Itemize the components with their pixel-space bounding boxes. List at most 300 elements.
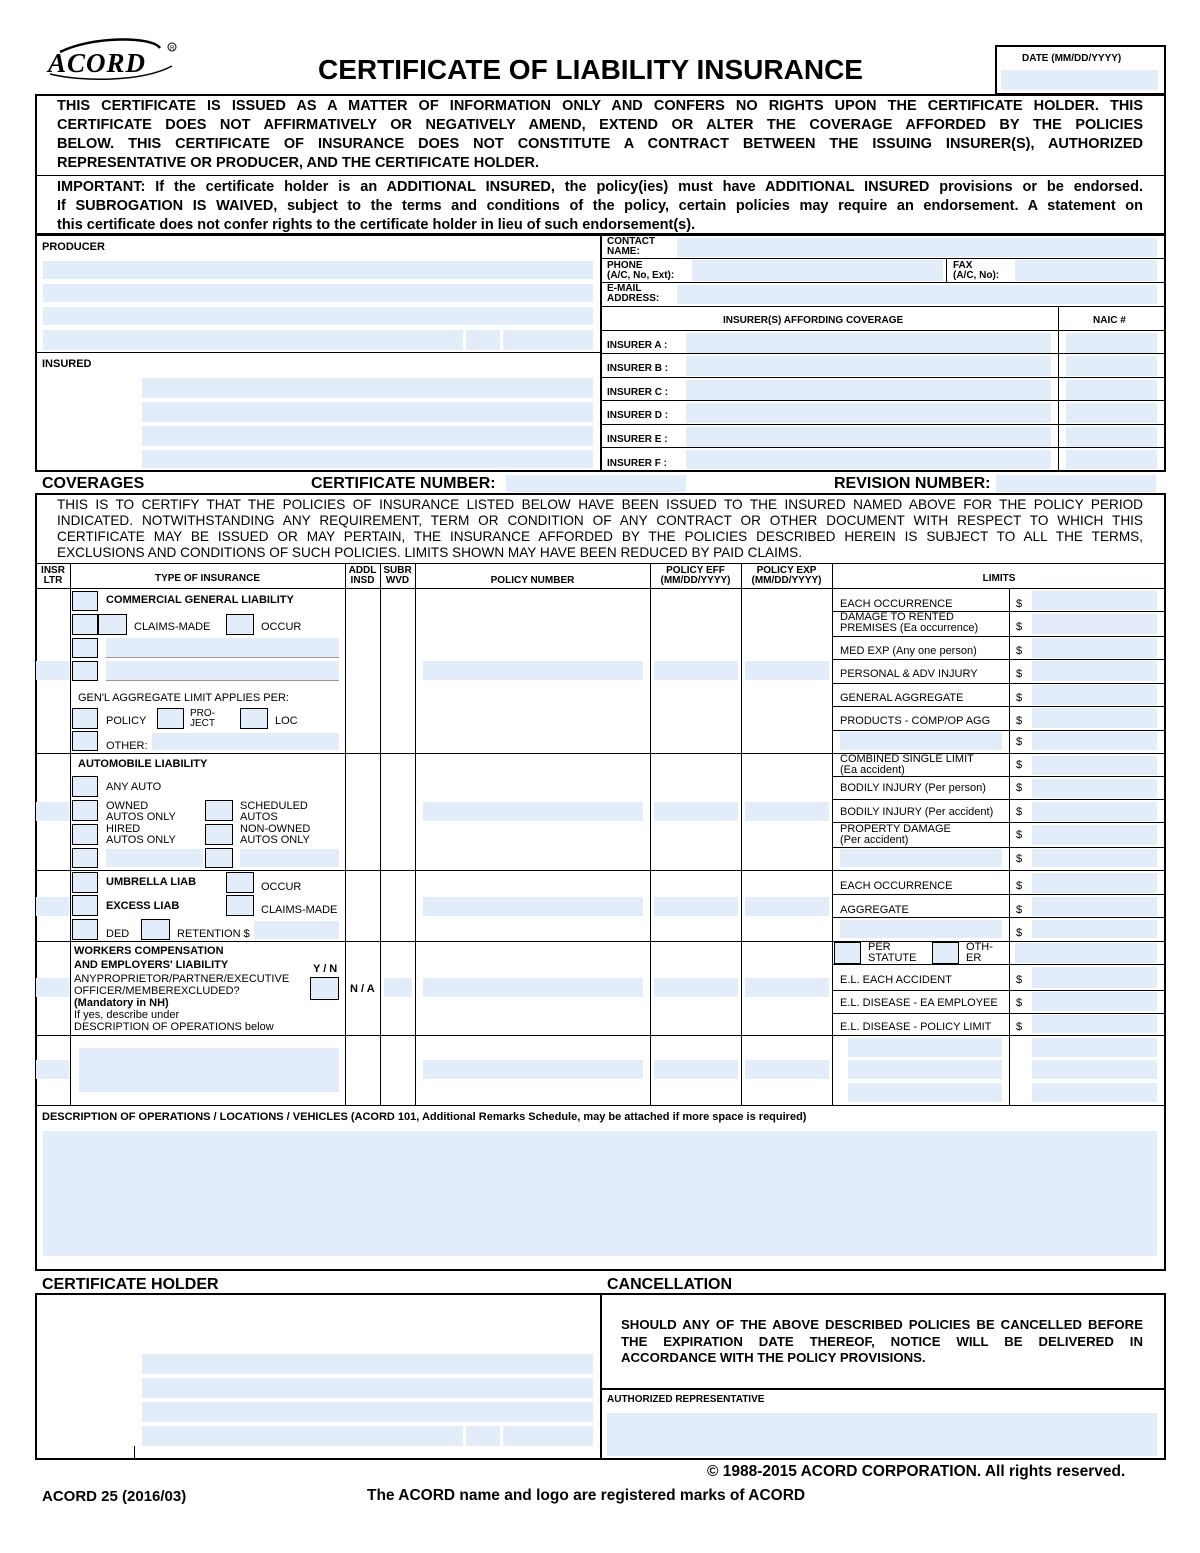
insurer-c-name[interactable] (686, 380, 1051, 400)
other-limit-label[interactable] (848, 1038, 1002, 1057)
workers-line: WORKERS COMPENSATION (74, 945, 224, 957)
col-type (345, 563, 346, 1105)
limit-row-line (832, 822, 1166, 823)
producer-state[interactable] (466, 330, 500, 350)
insurer-d-name[interactable] (686, 403, 1051, 423)
other-policy-exp[interactable] (745, 1060, 829, 1079)
insurer-divider (600, 353, 1166, 354)
limit-umbrella-each-occurrence: EACH OCCURRENCE (840, 880, 953, 892)
svg-text:R: R (170, 46, 175, 52)
umbrella-insr-ltr[interactable] (36, 897, 69, 916)
cgl-extra-checkbox-2[interactable] (72, 661, 98, 681)
auto-policy-eff[interactable] (654, 802, 738, 821)
important-line: this certificate does not confer rights to the certificate holder in lieu of such endorsement(s). (57, 217, 696, 233)
workers-insr-ltr[interactable] (36, 978, 69, 997)
limit-property-damage (840, 824, 951, 846)
insurer-divider (600, 377, 1166, 378)
dollar-sign: $ (1016, 880, 1023, 892)
description-label: DESCRIPTION OF OPERATIONS / LOCATIONS / VEHICLES (ACORD 101, Additional Remarks Schedule, may be attached if more space is required) (42, 1111, 807, 1123)
limit-row-line (832, 964, 1166, 965)
limit-text: COMBINED SINGLE LIMIT (840, 753, 974, 765)
dollar-sign: $ (1016, 621, 1023, 633)
limit-value[interactable] (1032, 614, 1157, 634)
umbrella-policy-number[interactable] (423, 897, 643, 916)
insurer-b-naic[interactable] (1066, 356, 1157, 376)
cgl-policy-eff[interactable] (654, 661, 738, 680)
coverages-label: COVERAGES (42, 475, 145, 492)
contact-divider-3 (600, 306, 1166, 307)
policy-checkbox[interactable] (72, 708, 98, 729)
dollar-sign: $ (1016, 974, 1023, 986)
limit-general-aggregate: GENERAL AGGREGATE (840, 692, 964, 704)
limit-value[interactable] (1032, 897, 1157, 916)
insurer-c-label: INSURER C : (607, 387, 669, 398)
holder-cancel-divider (600, 1293, 602, 1460)
holder-zip[interactable] (503, 1426, 593, 1446)
limit-row-line (832, 683, 1166, 684)
statute-line: STATUTE (868, 952, 917, 964)
cgl-checkbox[interactable] (72, 591, 98, 611)
other-limit-label[interactable] (848, 1083, 1002, 1102)
limit-row-line (832, 730, 1166, 731)
holder-state[interactable] (466, 1426, 500, 1446)
insurer-e-label: INSURER E : (607, 434, 668, 445)
contact-name-field[interactable] (677, 238, 1157, 257)
limit-text: PREMISES (Ea occurrence) (840, 622, 979, 634)
workers-line: OFFICER/MEMBEREXCLUDED? (74, 985, 240, 997)
auto-title: AUTOMOBILE LIABILITY (78, 758, 208, 770)
section-divider (35, 941, 1166, 942)
limit-row-line (832, 611, 1166, 612)
producer-line-2[interactable] (43, 284, 593, 302)
cancellation-line: ACCORDANCE WITH THE POLICY PROVISIONS. (621, 1350, 926, 1365)
umbrella-occur-checkbox[interactable] (226, 872, 254, 893)
retention-field[interactable] (254, 921, 339, 939)
scheduled-autos-label (240, 801, 308, 823)
contact-label-line: CONTACT (607, 236, 656, 247)
statute-line: PER (868, 941, 891, 953)
phone-label-line: PHONE (607, 260, 643, 271)
cgl-extra-line-2[interactable] (106, 661, 339, 681)
hdr-text: WVD (385, 575, 410, 586)
auth-rep-divider (600, 1388, 1166, 1390)
limit-personal-adv: PERSONAL & ADV INJURY (840, 668, 978, 680)
workers-line: DESCRIPTION OF OPERATIONS below (74, 1021, 274, 1033)
project-label-line: JECT (190, 718, 215, 729)
insurers-heading: INSURER(S) AFFORDING COVERAGE (723, 315, 904, 326)
auto-extra-field-1[interactable] (106, 849, 203, 867)
auto-label-line: SCHEDULED (240, 800, 308, 812)
producer-line-3[interactable] (43, 307, 593, 325)
limit-value[interactable] (1032, 591, 1157, 610)
table-header-top (35, 563, 1166, 564)
email-field[interactable] (677, 285, 1157, 304)
limit-bodily-injury-person: BODILY INJURY (Per person) (840, 782, 986, 794)
limit-combined-single (840, 754, 974, 776)
cancellation-line: SHOULD ANY OF THE ABOVE DESCRIBED POLICIES BE CANCELLED BEFORE (621, 1317, 1143, 1332)
auth-rep-label: AUTHORIZED REPRESENTATIVE (607, 1394, 765, 1405)
dollar-sign: $ (1016, 997, 1023, 1009)
copyright: © 1988-2015 ACORD CORPORATION. All rights reserved. (707, 1463, 1126, 1480)
cgl-extra-checkbox-1[interactable] (72, 638, 98, 658)
workers-line: AND EMPLOYERS' LIABILITY (74, 959, 229, 971)
umbrella-occur-label: OCCUR (261, 881, 302, 893)
gen-agg-applies-label: GEN'L AGGREGATE LIMIT APPLIES PER: (78, 692, 289, 704)
hdr-text: INSR (41, 565, 65, 576)
addl-na-label: N / A (350, 983, 375, 995)
notice-line: REPRESENTATIVE OR PRODUCER, AND THE CERTIFICATE HOLDER. (57, 155, 540, 171)
owned-autos-checkbox[interactable] (72, 800, 98, 821)
limit-auto-other-label[interactable] (840, 849, 1002, 867)
excess-label: EXCESS LIAB (106, 900, 180, 912)
scheduled-autos-checkbox[interactable] (205, 800, 233, 821)
auth-rep-signature[interactable] (607, 1413, 1157, 1456)
holder-line-2[interactable] (142, 1378, 593, 1398)
fax-label-line: (A/C, No): (953, 270, 1000, 281)
cgl-policy-number[interactable] (423, 661, 643, 680)
yn-label: Y / N (313, 963, 338, 975)
page-title: CERTIFICATE OF LIABILITY INSURANCE (318, 54, 863, 85)
auto-insr-ltr[interactable] (36, 802, 69, 821)
umbrella-claims-made-checkbox[interactable] (226, 895, 254, 916)
workers-line: ANYPROPRIETOR/PARTNER/EXECUTIVE (74, 973, 290, 985)
hdr-limits: LIMITS (982, 573, 1016, 584)
limit-row-line (832, 1013, 1166, 1014)
col-policy (650, 563, 651, 1105)
excess-checkbox[interactable] (72, 895, 98, 916)
fax-field[interactable] (1015, 260, 1157, 281)
email-label-line: ADDRESS: (607, 293, 660, 304)
contact-divider-2 (600, 282, 1166, 283)
limit-value[interactable] (1032, 685, 1157, 705)
hdr-insr (36, 566, 70, 586)
producer-line-1[interactable] (43, 261, 593, 279)
hdr-text: SUBR (383, 565, 412, 576)
workers-policy-exp[interactable] (745, 978, 829, 997)
workers-policy-number[interactable] (423, 978, 643, 997)
insured-line-4[interactable] (142, 450, 593, 468)
auto-label-line: NON-OWNED (240, 823, 311, 835)
notice-line: THIS CERTIFICATE IS ISSUED AS A MATTER OF INFORMATION ONLY AND CONFERS NO RIGHTS UPON THE CERTIFICATE HOLDER. THIS (57, 98, 1143, 114)
dollar-sign: $ (1016, 736, 1023, 748)
workers-comp-title (74, 944, 228, 972)
auto-label-line: AUTOS ONLY (106, 834, 176, 846)
dollar-sign: $ (1016, 829, 1023, 841)
dollar-sign: $ (1016, 782, 1023, 794)
hdr-text: (MM/DD/YYYY) (660, 575, 731, 586)
limit-el-disease-policy: E.L. DISEASE - POLICY LIMIT (840, 1021, 992, 1033)
important-text (57, 178, 1143, 235)
limit-umbrella-other-label[interactable] (840, 920, 1002, 938)
hdr-policy-eff (650, 566, 741, 586)
any-auto-label: ANY AUTO (106, 781, 162, 793)
umbrella-policy-exp[interactable] (745, 897, 829, 916)
limit-text: DAMAGE TO RENTED (840, 611, 954, 623)
limit-value[interactable] (1032, 779, 1157, 798)
dollar-sign: $ (1016, 598, 1023, 610)
hdr-policy-exp (741, 566, 832, 586)
hdr-subr (380, 566, 415, 586)
insured-line-2[interactable] (142, 402, 593, 422)
limit-row-line (832, 799, 1166, 800)
registered-marks: The ACORD name and logo are registered marks of ACORD (367, 1487, 806, 1504)
naic-heading: NAIC # (1093, 315, 1126, 326)
hdr-text: LTR (43, 575, 63, 586)
form-id: ACORD 25 (2016/03) (42, 1488, 187, 1505)
producer-label: PRODUCER (42, 241, 105, 253)
retention-label: RETENTION $ (177, 928, 250, 940)
occur-checkbox[interactable] (226, 614, 254, 635)
dollar-sign: $ (1016, 927, 1023, 939)
insurer-c-naic[interactable] (1066, 380, 1157, 400)
auto-label-line: AUTOS ONLY (106, 811, 176, 823)
umbrella-claims-made-label: CLAIMS-MADE (261, 904, 338, 916)
coverages-line: THIS IS TO CERTIFY THAT THE POLICIES OF INSURANCE LISTED BELOW HAVE BEEN ISSUED TO THE INSURED NAMED ABOVE FOR THE POLICY PERIOD (57, 497, 1143, 512)
insured-line-1[interactable] (142, 378, 593, 398)
limit-value[interactable] (1032, 873, 1157, 893)
notice-line: CERTIFICATE DOES NOT AFFIRMATIVELY OR NEGATIVELY AMEND, EXTEND OR ALTER THE COVERAGE AFFORDED BY THE POLICIES (57, 117, 1143, 133)
limit-value[interactable] (1032, 802, 1157, 821)
dollar-sign: $ (1016, 1021, 1023, 1033)
notice-line: BELOW. THIS CERTIFICATE OF INSURANCE DOES NOT CONSTITUTE A CONTRACT BETWEEN THE ISSUING INSURER(S), AUTHORIZED (57, 136, 1143, 152)
other-limit-value[interactable] (1032, 1038, 1157, 1057)
claims-made-label: CLAIMS-MADE (134, 621, 211, 633)
insurer-e-name[interactable] (686, 427, 1051, 447)
limit-value[interactable] (1032, 825, 1157, 845)
limit-el-each-accident: E.L. EACH ACCIDENT (840, 974, 952, 986)
insurer-d-naic[interactable] (1066, 403, 1157, 423)
limit-value[interactable] (1032, 756, 1157, 775)
cgl-policy-exp[interactable] (745, 661, 829, 680)
col-subr (415, 563, 416, 1105)
loc-label: LOC (275, 715, 298, 727)
limit-el-disease-employee: E.L. DISEASE - EA EMPLOYEE (840, 997, 998, 1009)
auto-extra-field-2[interactable] (240, 849, 339, 867)
insurer-a-naic[interactable] (1066, 333, 1157, 353)
workers-subr[interactable] (384, 978, 412, 997)
hdr-type: TYPE OF INSURANCE (154, 573, 260, 584)
limit-row-line (832, 894, 1166, 895)
auto-policy-exp[interactable] (745, 802, 829, 821)
limit-value[interactable] (1032, 849, 1157, 867)
auto-label-line: AUTOS (240, 811, 278, 823)
dollar-sign: $ (1016, 715, 1023, 727)
limit-value[interactable] (1015, 943, 1157, 963)
project-label (190, 709, 215, 729)
limit-value[interactable] (1032, 992, 1157, 1011)
other-checkbox[interactable] (72, 731, 98, 751)
claims-made-checkbox[interactable] (72, 614, 98, 635)
limit-med-exp: MED EXP (Any one person) (840, 645, 977, 657)
holder-tick (134, 1446, 135, 1458)
other-policy-number[interactable] (423, 1060, 643, 1079)
insurer-a-label: INSURER A : (607, 340, 668, 351)
insurer-e-naic[interactable] (1066, 427, 1157, 447)
limit-row-line (832, 917, 1166, 918)
hdr-addl (345, 566, 380, 586)
notice-text (57, 97, 1143, 173)
claims-made-box[interactable] (98, 614, 127, 635)
insured-label: INSURED (42, 358, 92, 370)
holder-line-1[interactable] (142, 1354, 593, 1374)
non-owned-autos-label (240, 824, 310, 846)
limit-row-line (832, 706, 1166, 707)
policy-label: POLICY (106, 715, 147, 727)
other-coverage-type[interactable] (79, 1048, 339, 1092)
revision-number-label: REVISION NUMBER: (834, 475, 991, 492)
contact-label-line: NAME: (607, 246, 640, 257)
date-label: DATE (MM/DD/YYYY) (1022, 53, 1122, 64)
limit-damage-rented (840, 612, 978, 634)
ded-checkbox[interactable] (72, 919, 98, 940)
insurer-b-name[interactable] (686, 356, 1051, 376)
insurer-f-label: INSURER F : (607, 458, 667, 469)
coverages-line: CERTIFICATE MAY BE ISSUED OR MAY PERTAIN, THE INSURANCE AFFORDED BY THE POLICIES DESCRIBED HEREIN IS SUBJECT TO ALL THE TERMS, (57, 529, 1143, 544)
limit-umbrella-aggregate: AGGREGATE (840, 904, 909, 916)
auto-label-line: OWNED (106, 800, 149, 812)
other-statute-label (966, 942, 993, 964)
col-insr (70, 563, 71, 1105)
limit-value[interactable] (1032, 920, 1157, 938)
coverages-line: INDICATED. NOTWITHSTANDING ANY REQUIREMENT, TERM OR CONDITION OF ANY CONTRACT OR OTHER DOCUMENT WITH RESPECT TO WHICH THIS (57, 513, 1143, 528)
dollar-sign: $ (1016, 645, 1023, 657)
other-field[interactable] (152, 733, 339, 750)
limit-value[interactable] (1032, 661, 1157, 681)
dollar-sign: $ (1016, 692, 1023, 704)
insurer-divider (600, 400, 1166, 401)
cancellation-text (621, 1317, 1143, 1367)
project-checkbox[interactable] (157, 708, 184, 729)
col-exp (832, 563, 833, 1105)
workers-policy-eff[interactable] (654, 978, 738, 997)
limit-each-occurrence: EACH OCCURRENCE (840, 598, 953, 610)
insured-line-3[interactable] (142, 426, 593, 446)
auto-extra-checkbox-2[interactable] (205, 848, 233, 868)
limit-value[interactable] (1032, 1015, 1157, 1033)
phone-fax-divider (946, 258, 947, 282)
insurer-b-label: INSURER B : (607, 363, 669, 374)
limit-value[interactable] (1032, 638, 1157, 658)
important-line: IMPORTANT: If the certificate holder is an ADDITIONAL INSURED, the policy(ies) must have ADDITIONAL INSURED provisions or be endorsed. (57, 179, 1143, 195)
limit-row-line (832, 659, 1166, 660)
col-eff (741, 563, 742, 1105)
insurer-f-naic[interactable] (1066, 450, 1157, 469)
per-statute-checkbox[interactable] (834, 942, 861, 964)
auto-label-line: AUTOS ONLY (240, 834, 310, 846)
phone-label (607, 261, 674, 281)
limit-cgl-other-label[interactable] (840, 732, 1002, 750)
umbrella-policy-eff[interactable] (654, 897, 738, 916)
insurers-header-divider (600, 330, 1166, 331)
workers-line: (Mandatory in NH) (74, 997, 169, 1009)
dollar-sign: $ (1016, 904, 1023, 916)
any-auto-checkbox[interactable] (72, 776, 98, 797)
contact-divider-1 (600, 258, 1166, 259)
statute-line: OTH- (966, 941, 993, 953)
loc-checkbox[interactable] (240, 708, 268, 729)
coverages-line: EXCLUSIONS AND CONDITIONS OF SUCH POLICIES. LIMITS SHOWN MAY HAVE BEEN REDUCED BY PAID CLAIMS. (57, 545, 803, 560)
notice-divider (35, 175, 1166, 176)
holder-line-3[interactable] (142, 1402, 593, 1422)
phone-field[interactable] (692, 260, 943, 281)
dollar-sign: $ (1016, 759, 1023, 771)
section-divider (35, 753, 1166, 754)
statute-line: ER (966, 952, 982, 964)
limit-value[interactable] (1032, 967, 1157, 988)
insurer-a-name[interactable] (686, 333, 1051, 353)
hdr-policy-number: POLICY NUMBER (490, 575, 575, 586)
auto-label-line: HIRED (106, 823, 141, 835)
insurer-f-name[interactable] (686, 450, 1051, 469)
fax-label (953, 261, 999, 281)
dollar-sign: $ (1016, 668, 1023, 680)
workers-line: If yes, describe under (74, 1009, 180, 1021)
other-statute-checkbox[interactable] (932, 942, 959, 964)
cancellation-label: CANCELLATION (607, 1276, 733, 1293)
officer-excluded-checkbox[interactable] (310, 977, 339, 1000)
date-field[interactable] (1001, 70, 1158, 90)
limit-row-line (832, 636, 1166, 637)
other-policy-eff[interactable] (654, 1060, 738, 1079)
other-limit-label[interactable] (848, 1060, 1002, 1079)
other-limit-value[interactable] (1032, 1060, 1157, 1079)
hdr-text: INSD (350, 575, 375, 586)
limit-text: PROPERTY DAMAGE (840, 823, 951, 835)
project-label-line: PRO- (190, 708, 215, 719)
limit-text: (Per accident) (840, 834, 909, 846)
revision-number-field[interactable] (996, 475, 1156, 492)
email-label-line: E-MAIL (607, 283, 642, 294)
non-owned-autos-checkbox[interactable] (205, 824, 233, 845)
holder-city[interactable] (142, 1426, 463, 1446)
hdr-text: (MM/DD/YYYY) (751, 575, 822, 586)
certificate-number-field[interactable] (506, 475, 686, 492)
limit-products: PRODUCTS - COMP/OP AGG (840, 715, 991, 727)
umbrella-checkbox[interactable] (72, 872, 98, 893)
auto-policy-number[interactable] (423, 802, 643, 821)
section-divider (35, 1105, 1166, 1106)
limit-row-line (832, 776, 1166, 777)
auto-extra-checkbox-1[interactable] (72, 848, 98, 868)
limit-value[interactable] (1032, 732, 1157, 750)
dollar-sign: $ (1016, 853, 1023, 865)
other-label: OTHER: (106, 740, 148, 752)
logo-text: ACORD (48, 48, 147, 78)
insurer-divider (600, 424, 1166, 425)
limit-value[interactable] (1032, 708, 1157, 728)
retention-checkbox[interactable] (141, 919, 170, 940)
cancellation-line: THE EXPIRATION DATE THEREOF, NOTICE WILL BE DELIVERED IN (621, 1333, 1143, 1349)
hired-autos-checkbox[interactable] (72, 824, 98, 845)
table-header-bottom (35, 588, 1166, 589)
description-field[interactable] (43, 1131, 1157, 1256)
producer-insured-divider (35, 352, 600, 353)
other-limit-value[interactable] (1032, 1083, 1157, 1102)
phone-label-line: (A/C, No, Ext): (607, 270, 675, 281)
ded-label: DED (106, 928, 130, 940)
umbrella-label: UMBRELLA LIAB (106, 876, 197, 888)
cgl-insr-ltr[interactable] (36, 661, 69, 680)
hdr-text: POLICY EFF (666, 565, 725, 576)
cgl-extra-line-1[interactable] (106, 638, 339, 658)
other-insr-ltr[interactable] (36, 1060, 69, 1079)
owned-autos-label (106, 801, 176, 823)
limit-bodily-injury-accident: BODILY INJURY (Per accident) (840, 806, 994, 818)
producer-zip[interactable] (503, 330, 593, 350)
acord-logo (42, 38, 182, 83)
limit-text: (Ea accident) (840, 764, 905, 776)
producer-line-4[interactable] (43, 330, 463, 350)
